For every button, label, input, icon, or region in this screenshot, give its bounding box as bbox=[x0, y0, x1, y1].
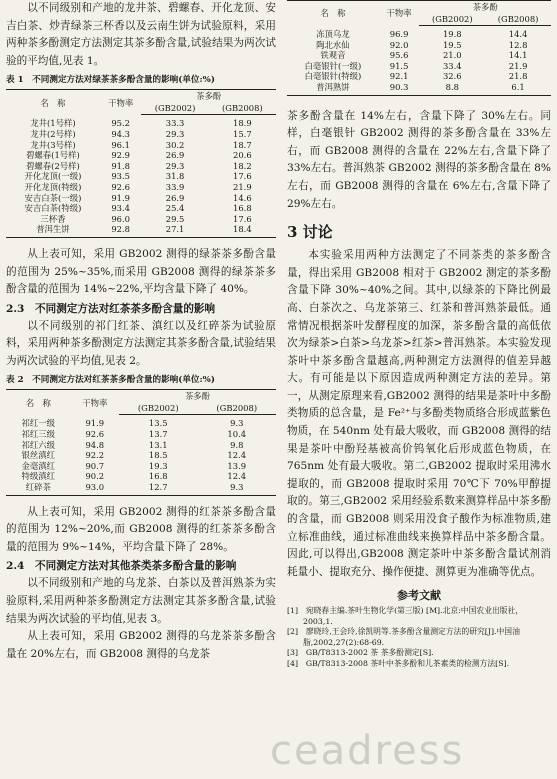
table-row: 白毫银针(一级) 91.5 33.4 21.9 bbox=[304, 60, 528, 71]
table-row: 普洱生饼 92.8 27.1 18.4 bbox=[6, 224, 276, 237]
table1-col-name: 名 称 bbox=[6, 90, 100, 115]
table2-col-a: (GB2002) bbox=[119, 402, 197, 415]
table-row: 祁红一级 91.9 13.5 9.3 bbox=[21, 418, 244, 429]
watermark: ceadress bbox=[270, 728, 465, 774]
paragraph-black-tea-result: 从上表可知，采用 GB2002 测得的红茶茶多酚含量的范围为 12%~20%,而 GB2008 测得的红茶茶多酚含量的范围为 9%~14%，平均含量下降了 28%。 bbox=[6, 505, 276, 553]
paragraph-black-tea-intro: 以不同级别的祁门红茶、滇红以及红碎茶为试验原料，采用两种茶多酚测定方法测定其茶多酚含量,试验结果为两次试验的平均值,见表 2。 bbox=[6, 319, 276, 367]
table-row: 安吉白茶(一级) 91.9 26.9 14.6 bbox=[24, 192, 252, 203]
right-column bbox=[287, 0, 551, 669]
table-row: 开化龙顶(特级) 92.6 33.9 21.9 bbox=[24, 181, 252, 192]
table2-col-name: 名 称 bbox=[6, 390, 71, 415]
table1-col-group: 茶多酚 bbox=[141, 90, 276, 103]
table-row: 白毫银针(特级) 92.1 32.6 21.8 bbox=[304, 71, 528, 82]
heading-2-4: 2.4 不同测定方法对其他茶类茶多酚含量的影响 bbox=[6, 560, 237, 573]
heading-2-3: 2.3 不同测定方法对红茶茶多酚含量的影响 bbox=[6, 302, 216, 315]
references-title: 参考文献 bbox=[397, 589, 441, 603]
table1-caption: 表 1 不同测定方法对绿茶茶多酚含量的影响(单位:%) bbox=[6, 75, 215, 86]
reference-item: [4] GB/T8313-2008 茶叶中茶多酚和儿茶素类的检测方法[S]. bbox=[287, 658, 510, 668]
table1-col-b: (GB2008) bbox=[209, 102, 276, 115]
table-row: 三杯香 96.0 29.5 17.6 bbox=[40, 213, 252, 224]
table-row: 祁红三级 92.6 13.7 10.4 bbox=[21, 429, 247, 440]
table-row: 开化龙顶(一级) 93.5 31.8 17.6 bbox=[24, 171, 252, 182]
table-row: 安吉白茶(特级) 93.4 25.4 16.8 bbox=[24, 203, 252, 214]
table-row: 龙井(2号样) 94.3 29.3 15.7 bbox=[30, 128, 252, 139]
table-row: 铁观音 95.6 21.0 14.1 bbox=[320, 50, 528, 61]
paragraph-other-tea-continued: 茶多酚含量在 14%左右，含量下降了 30%左右。同样，白毫银针 GB2002 测得的茶多酚含量在 33%左右，而 GB2008 测得的含量在 22%左右,含量下降了 33%左右。普洱熟茶 GB2002 测得的茶多酚含量在 8%左右，而 GB2008 测得的含量在 6%左右,含量下降了 29%左右。 bbox=[287, 109, 551, 210]
paragraph-green-tea-intro: 以不同级别和产地的龙井茶、碧螺春、开化龙顶、安吉白茶、炒青绿茶三杯香以及云南生饼为试验原料，采用两种茶多酚测定方法测定其茶多酚含量,试验结果为两次试验的平均值,见表 1。 bbox=[6, 2, 276, 67]
paragraph-other-tea-result: 从上表可知，采用 GB2002 测得的乌龙茶茶多酚含量在 20%左右，而 GB2008 测得的乌龙茶 bbox=[6, 630, 276, 660]
reference-item: [3] GB/T8313-2002 茶 茶多酚测定[S]. bbox=[287, 648, 434, 658]
table-row: 陶北水仙 92.0 19.5 12.8 bbox=[316, 39, 528, 50]
paragraph-other-tea-intro: 以不同级别和产地的乌龙茶、白茶以及普洱熟茶为实验原料,采用两种茶多酚测定方法测定其茶多酚含量,试验结果为两次试验的平均值,见表 3。 bbox=[6, 577, 276, 625]
table3-col-group: 茶多酚 bbox=[419, 1, 551, 14]
left-column bbox=[6, 0, 276, 663]
table3-col-name: 名 称 bbox=[287, 1, 379, 26]
table-row: 碧螺春(2号样) 91.8 29.3 18.2 bbox=[26, 160, 252, 171]
table-row: 龙井(3号样) 96.1 30.2 18.7 bbox=[30, 139, 252, 150]
table2-col-dry: 干物率 bbox=[71, 390, 119, 415]
table2-col-group: 茶多酚 bbox=[119, 390, 276, 403]
reference-item: [1] 宛晓春主编.茶叶生物化学(第三版) [M].北京:中国农业出版社，2003,1. bbox=[287, 606, 524, 626]
table1-col-dry: 干物率 bbox=[100, 90, 142, 115]
table-row: 冻顶乌龙 96.9 19.8 14.4 bbox=[316, 28, 528, 39]
reference-item: [2] 廖晓玲,王会玲,徐凯明等.茶多酚含量测定方法的研究[J].中国油脂,2002,27(2):68-69. bbox=[287, 627, 520, 647]
paragraph-discussion: 本实验采用两种方法测定了不同茶类的茶多酚含量，得出采用 GB2008 相对于 GB2002 测定的茶多酚含量下降 30%~40%之间。其中,以绿茶的下降比例最高、白茶次之、乌龙茶第三、红茶和普洱熟茶最低。通常情况根据茶叶发酵程度的加深，茶多酚含量的高低依次为绿茶>白茶>乌龙茶>红茶>普洱熟茶。本实验发现茶叶中茶多酚含量越高,两种测定方法测得的值差异越大。有可能是以下原因造成两种测定方法的差异。第一，从测定原理来看,GB2002 测得的结果是茶叶中多酚类物质的总含量，是 Fe²⁺与多酚类物质络合形成蓝紫色物质，在 540nm 处有最大吸收，而 GB2008 测得的结果是茶叶中酚羟基被高价钨氧化后形成蓝色物质，在 765nm 处有最大吸收。第二,GB2002 提取时采用沸水提取的，而 GB2008 提取时采用 70℃下 70%甲醇提取的。第三,GB2002 采用经验系数来测算样品中茶多酚的含量，而 GB2008 则采用没食子酸作为标准物质,建立标准曲线，通过标准曲线来换算样品中茶多酚含量。因此,可以得出,GB2008 测定茶叶中茶多酚含量试剂消耗量小、提取充分、操作便捷、测算更为准确等优点。 bbox=[287, 249, 551, 578]
table2-caption: 表 2 不同测定方法对红茶茶多酚含量的影响(单位:%) bbox=[6, 375, 215, 386]
table-row: 银丝滇红 92.2 18.5 12.4 bbox=[21, 450, 247, 461]
table3-col-dry: 干物率 bbox=[379, 1, 420, 26]
table-row: 特级滇红 90.2 16.8 12.4 bbox=[21, 471, 247, 482]
table-row: 碧螺春(1号样) 92.9 26.9 20.6 bbox=[26, 150, 252, 161]
table1-col-a: (GB2002) bbox=[141, 102, 208, 115]
table-row: 普洱熟饼 90.3 8.8 6.1 bbox=[287, 82, 551, 95]
table-row: 祁红六级 94.8 13.1 9.8 bbox=[21, 439, 244, 450]
table3-other-tea bbox=[287, 0, 551, 96]
section-3-discussion: 3 讨论 bbox=[287, 223, 333, 242]
table-row: 金毫滇红 90.7 19.3 13.9 bbox=[21, 460, 247, 471]
paragraph-green-tea-result: 从上表可知，采用 GB2002 测得的绿茶茶多酚含量的范围为 25%~35%,而采用 GB2008 测得的绿茶茶多酚含量的范围为 14%~22%,平均含量下降了 40%。 bbox=[6, 247, 276, 296]
table1-green-tea bbox=[6, 89, 276, 238]
table2-col-b: (GB2008) bbox=[197, 402, 276, 415]
table3-col-a: (GB2002) bbox=[419, 13, 485, 26]
table-row: 红碎茶 93.0 12.7 9.3 bbox=[6, 482, 276, 495]
table3-col-b: (GB2008) bbox=[485, 13, 551, 26]
table-row: 龙井(1号样) 95.2 33.3 18.9 bbox=[30, 118, 252, 129]
table2-black-tea bbox=[6, 389, 276, 495]
